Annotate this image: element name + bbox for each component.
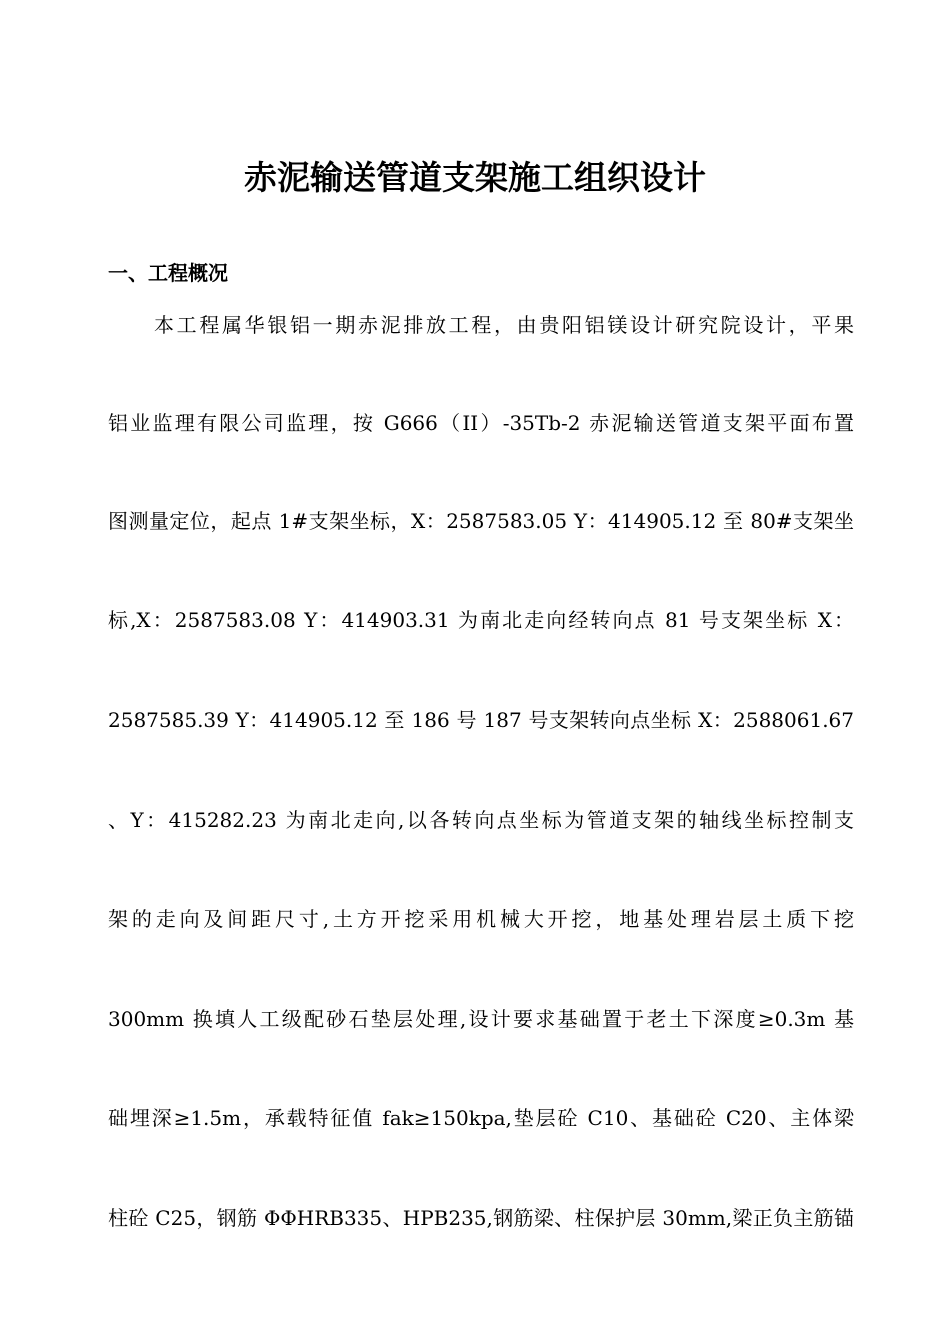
document-title: 赤泥输送管道支架施工组织设计: [244, 158, 706, 197]
paragraph-line: 300mm 换填人工级配砂石垫层处理,设计要求基础置于老土下深度≥0.3m 基: [108, 1007, 854, 1031]
paragraph-line: 础埋深≥1.5m，承载特征值 fak≥150kpa,垫层砼 C10、基础砼 C20、主体梁: [108, 1106, 854, 1130]
paragraph-line: 铝业监理有限公司监理，按 G666（II）-35Tb-2 赤泥输送管道支架平面布置: [108, 411, 854, 435]
paragraph-line: 图测量定位，起点 1#支架坐标，X：2587583.05 Y：414905.12 至 80#支架坐: [108, 509, 854, 533]
paragraph-line: 、Y：415282.23 为南北走向,以各转向点坐标为管道支架的轴线坐标控制支: [108, 808, 854, 832]
paragraph-line: 2587585.39 Y：414905.12 至 186 号 187 号支架转向点坐标 X：2588061.67: [108, 708, 854, 732]
paragraph-line: 标,X：2587583.08 Y：414903.31 为南北走向经转向点 81 号支架坐标 X：: [108, 608, 854, 632]
paragraph-line: 架的走向及间距尺寸,土方开挖采用机械大开挖，地基处理岩层土质下挖: [108, 907, 854, 931]
section-heading-overview: 一、工程概况: [108, 261, 228, 285]
paragraph-line: 本工程属华银铝一期赤泥排放工程，由贵阳铝镁设计研究院设计，平果: [154, 313, 854, 337]
paragraph-line: 柱砼 C25，钢筋 ΦΦHRB335、HPB235,钢筋梁、柱保护层 30mm,梁正负主筋锚: [108, 1206, 854, 1230]
